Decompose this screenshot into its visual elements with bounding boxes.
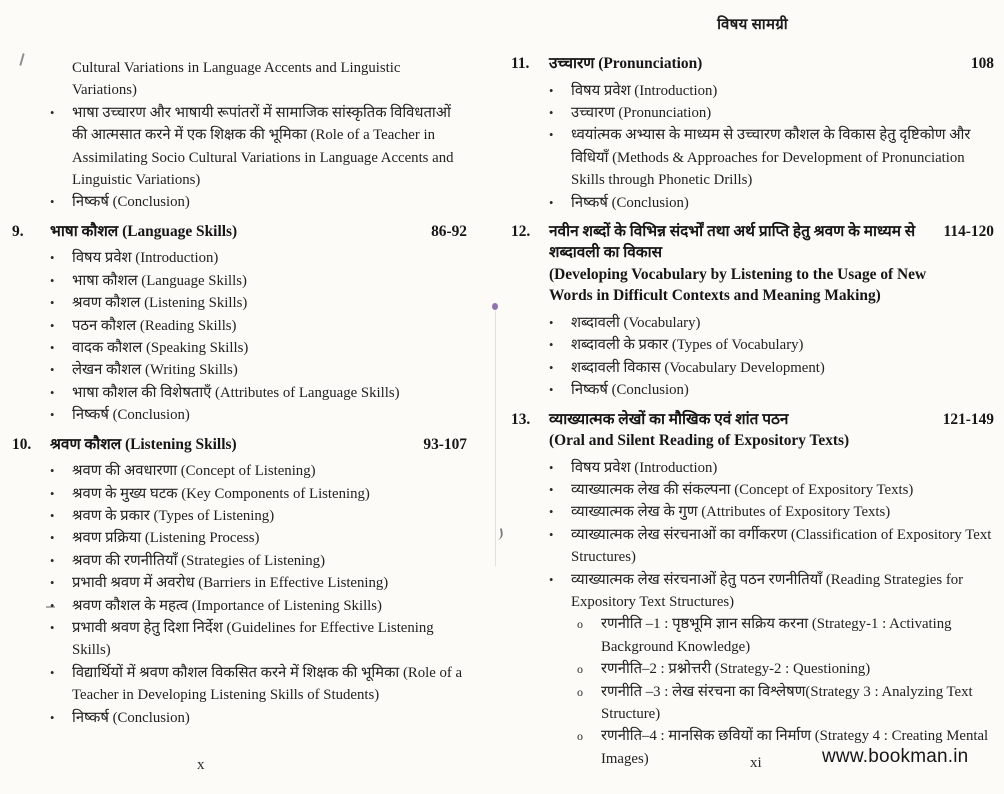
section-title-text: व्याख्यात्मक लेखों का मौखिक एवं शांत पठन xyxy=(549,410,789,428)
toc-item-text: विषय प्रवेश (Introduction) xyxy=(571,82,718,99)
toc-section xyxy=(511,53,994,75)
toc-item-text: श्रवण की अवधारणा (Concept of Listening) xyxy=(72,463,316,480)
toc-item xyxy=(511,102,994,124)
toc-item xyxy=(12,404,467,426)
bullet-icon: • xyxy=(549,527,554,542)
bullet-icon: • xyxy=(50,273,55,288)
toc-item xyxy=(511,524,994,569)
toc-item-text: रणनीति –3 : लेख संरचना का विश्लेषण(Strategy 3 : Analyzing Text Structure) xyxy=(601,683,973,723)
section-title-english: (Developing Vocabulary by Listening to the Usage of New Words in Difficult Contexts and Meaning Making) xyxy=(549,265,927,305)
toc-item xyxy=(511,501,994,523)
toc-item-text: रणनीति–2 : प्रश्नोत्तरी (Strategy-2 : Questioning) xyxy=(601,661,871,678)
toc-item xyxy=(12,337,467,359)
toc-item xyxy=(12,270,467,292)
toc-item-text: निष्कर्ष (Conclusion) xyxy=(72,709,190,726)
toc-item-continuation xyxy=(12,57,467,102)
ink-dot-artifact xyxy=(492,303,498,310)
toc-left-page-body xyxy=(12,57,467,729)
toc-item xyxy=(12,617,467,662)
toc-item xyxy=(12,550,467,572)
bullet-icon: • xyxy=(549,195,554,210)
bullet-icon: • xyxy=(50,576,55,591)
toc-item-text: भाषा कौशल (Language Skills) xyxy=(72,272,247,289)
bullet-icon: • xyxy=(50,486,55,501)
section-number: 13. xyxy=(511,410,531,428)
bullet-icon: • xyxy=(549,338,554,353)
toc-item-text: निष्कर्ष (Conclusion) xyxy=(571,194,689,211)
toc-left-page xyxy=(12,57,467,729)
toc-item-text: भाषा कौशल की विशेषताएँ (Attributes of Language Skills) xyxy=(72,384,400,401)
toc-item-text: पठन कौशल (Reading Skills) xyxy=(72,317,237,334)
toc-item-text: उच्चारण (Pronunciation) xyxy=(571,104,712,121)
toc-item xyxy=(12,505,467,527)
toc-right-page xyxy=(511,14,994,770)
bullet-icon: • xyxy=(50,195,55,210)
toc-item-text: विद्यार्थियों में श्रवण कौशल विकसित करने में शिक्षक की भूमिका (Role of a Teacher in Developing Listening Skills of Students) xyxy=(72,664,463,704)
toc-item xyxy=(511,334,994,356)
toc-item xyxy=(12,359,467,381)
toc-item-text: शब्दावली के प्रकार (Types of Vocabulary) xyxy=(571,337,804,354)
toc-item-text: श्रवण के मुख्य घटक (Key Components of Listening) xyxy=(72,485,370,502)
toc-section xyxy=(12,434,467,456)
toc-item xyxy=(511,479,994,501)
bullet-icon: • xyxy=(549,482,554,497)
toc-item-text: ध्वयांत्मक अभ्यास के माध्यम से उच्चारण कौशल के विकास हेतु दृष्टिकोण और विधियाँ (Methods & Approaches for Development of Pronunciation Skills through Phonetic Drills) xyxy=(571,127,971,189)
toc-item-text: प्रभावी श्रवण में अवरोध (Barriers in Effective Listening) xyxy=(72,575,389,592)
toc-item xyxy=(12,315,467,337)
toc-item-text: वादक कौशल (Speaking Skills) xyxy=(72,339,249,356)
section-title-english: (Oral and Silent Reading of Expository Texts) xyxy=(549,432,850,450)
bullet-icon: • xyxy=(50,464,55,479)
toc-right-page-body xyxy=(511,53,994,770)
toc-item xyxy=(12,707,467,729)
sub-strategy-item xyxy=(511,613,994,658)
section-title xyxy=(549,221,934,307)
toc-item xyxy=(12,595,467,617)
folio-left: x xyxy=(197,757,205,773)
toc-item-text: श्रवण की रणनीतियाँ (Strategies of Listening) xyxy=(72,552,325,569)
bullet-icon: • xyxy=(549,128,554,143)
section-title xyxy=(50,221,421,243)
bullet-icon: • xyxy=(50,318,55,333)
bullet-icon: • xyxy=(50,553,55,568)
section-number: 9. xyxy=(12,222,24,240)
toc-item xyxy=(511,312,994,334)
toc-item xyxy=(12,247,467,269)
bullet-icon: • xyxy=(50,598,55,613)
toc-item-text: रणनीति–4 : मानसिक छवियों का निर्माण (Strategy 4 : Creating Mental Images) xyxy=(601,728,989,767)
bullet-icon: • xyxy=(50,665,55,680)
toc-item-text: निष्कर्ष (Conclusion) xyxy=(571,382,689,399)
toc-item-text: विषय प्रवेश (Introduction) xyxy=(72,250,219,267)
bullet-icon: • xyxy=(549,360,554,375)
folio-right: xi xyxy=(750,755,762,771)
section-title xyxy=(549,409,933,452)
bullet-icon: • xyxy=(549,460,554,475)
circle-bullet-icon: o xyxy=(577,684,583,699)
toc-item xyxy=(12,102,467,192)
section-page-range: 108 xyxy=(970,55,994,72)
bullet-icon: • xyxy=(50,363,55,378)
toc-item xyxy=(12,382,467,404)
section-title xyxy=(549,53,961,75)
section-title-text: उच्चारण (Pronunciation) xyxy=(549,55,703,72)
toc-item-text: श्रवण प्रक्रिया (Listening Process) xyxy=(72,530,260,547)
page-header: विषय सामग्री xyxy=(717,17,788,33)
bullet-icon: • xyxy=(50,296,55,311)
pen-squiggle-artifact xyxy=(493,528,504,540)
toc-item xyxy=(511,457,994,479)
bullet-icon: • xyxy=(50,385,55,400)
toc-item-text: भाषा उच्चारण और भाषायी रूपांतरों में सामाजिक सांस्कृतिक विविधताओं की आत्मसात करने में एक शिक्षक की भूमिका (Role of a Teacher in Assimilating Socio Cultural Variations in Language Accents and Linguistic Variations) xyxy=(72,104,454,189)
bullet-icon: • xyxy=(549,105,554,120)
toc-item-text: व्याख्यात्मक लेख संरचनाओं हेतु पठन रणनीतियाँ (Reading Strategies for Expository Text Structures) xyxy=(571,571,964,610)
section-number: 10. xyxy=(12,435,32,453)
toc-item xyxy=(12,292,467,314)
toc-item-text: विषय प्रवेश (Introduction) xyxy=(571,459,718,476)
section-page-range: 93-107 xyxy=(423,435,467,453)
toc-item xyxy=(12,460,467,482)
toc-item-text: व्याख्यात्मक लेख की संकल्पना (Concept of Expository Texts) xyxy=(571,481,914,498)
toc-item-text: व्याख्यात्मक लेख के गुण (Attributes of Expository Texts) xyxy=(571,504,891,521)
toc-item-text: श्रवण कौशल के महत्व (Importance of Listening Skills) xyxy=(72,597,382,614)
toc-item xyxy=(12,572,467,594)
section-number: 11. xyxy=(511,55,530,72)
toc-section xyxy=(511,221,994,307)
bullet-icon: • xyxy=(549,505,554,520)
section-page-range: 114-120 xyxy=(943,222,994,240)
toc-item xyxy=(12,483,467,505)
section-page-range: 121-149 xyxy=(942,410,994,428)
toc-item xyxy=(12,527,467,549)
toc-item-text: निष्कर्ष (Conclusion) xyxy=(72,194,190,211)
sub-strategy-item xyxy=(511,681,994,726)
toc-item xyxy=(511,379,994,401)
section-page-range: 86-92 xyxy=(431,222,467,240)
toc-item-text: श्रवण के प्रकार (Types of Listening) xyxy=(72,507,275,524)
section-title xyxy=(50,434,413,456)
bullet-icon: • xyxy=(50,340,55,355)
toc-item-text: व्याख्यात्मक लेख संरचनाओं का वर्गीकरण (Classification of Expository Text Structures) xyxy=(571,526,992,566)
bullet-icon: • xyxy=(50,620,55,635)
toc-section xyxy=(12,221,467,243)
bullet-icon: • xyxy=(50,251,55,266)
bullet-icon: • xyxy=(50,408,55,423)
toc-item xyxy=(511,192,994,214)
bullet-icon: • xyxy=(50,710,55,725)
section-number: 12. xyxy=(511,222,531,240)
bullet-icon: • xyxy=(50,508,55,523)
toc-item-text: रणनीति –1 : पृष्ठभूमि ज्ञान सक्रिय करना (Strategy-1 : Activating Background Knowledge) xyxy=(601,616,952,655)
toc-item xyxy=(511,124,994,191)
sub-strategy-item xyxy=(511,658,994,680)
bullet-icon: • xyxy=(549,383,554,398)
toc-item-text: निष्कर्ष (Conclusion) xyxy=(72,407,190,424)
circle-bullet-icon: o xyxy=(577,729,583,744)
toc-item xyxy=(511,357,994,379)
section-title-text: नवीन शब्दों के विभिन्न संदर्भों तथा अर्थ प्राप्ति हेतु श्रवण के माध्यम से शब्दावली का विकास xyxy=(549,222,916,262)
toc-item-text: शब्दावली विकास (Vocabulary Development) xyxy=(571,359,825,376)
toc-section xyxy=(511,409,994,452)
toc-item-text: शब्दावली (Vocabulary) xyxy=(571,314,701,331)
toc-item xyxy=(12,191,467,213)
bullet-icon: • xyxy=(549,83,554,98)
toc-item xyxy=(511,569,994,614)
bullet-icon: • xyxy=(549,315,554,330)
toc-item xyxy=(12,662,467,707)
bullet-icon: • xyxy=(50,105,55,120)
toc-item-text: Cultural Variations in Language Accents and Linguistic Variations) xyxy=(72,60,401,99)
section-title-text: भाषा कौशल (Language Skills) xyxy=(50,222,238,240)
bullet-icon: • xyxy=(549,572,554,587)
toc-item-text: लेखन कौशल (Writing Skills) xyxy=(72,362,238,379)
watermark-url: www.bookman.in xyxy=(822,746,969,767)
toc-item-text: श्रवण कौशल (Listening Skills) xyxy=(72,295,248,312)
toc-item xyxy=(511,80,994,102)
center-fold-line xyxy=(495,311,496,566)
toc-item-text: प्रभावी श्रवण हेतु दिशा निर्देश (Guidelines for Effective Listening Skills) xyxy=(72,619,434,659)
section-title-text: श्रवण कौशल (Listening Skills) xyxy=(50,435,237,453)
bullet-icon: • xyxy=(50,531,55,546)
circle-bullet-icon: o xyxy=(577,662,583,677)
circle-bullet-icon: o xyxy=(577,617,583,632)
